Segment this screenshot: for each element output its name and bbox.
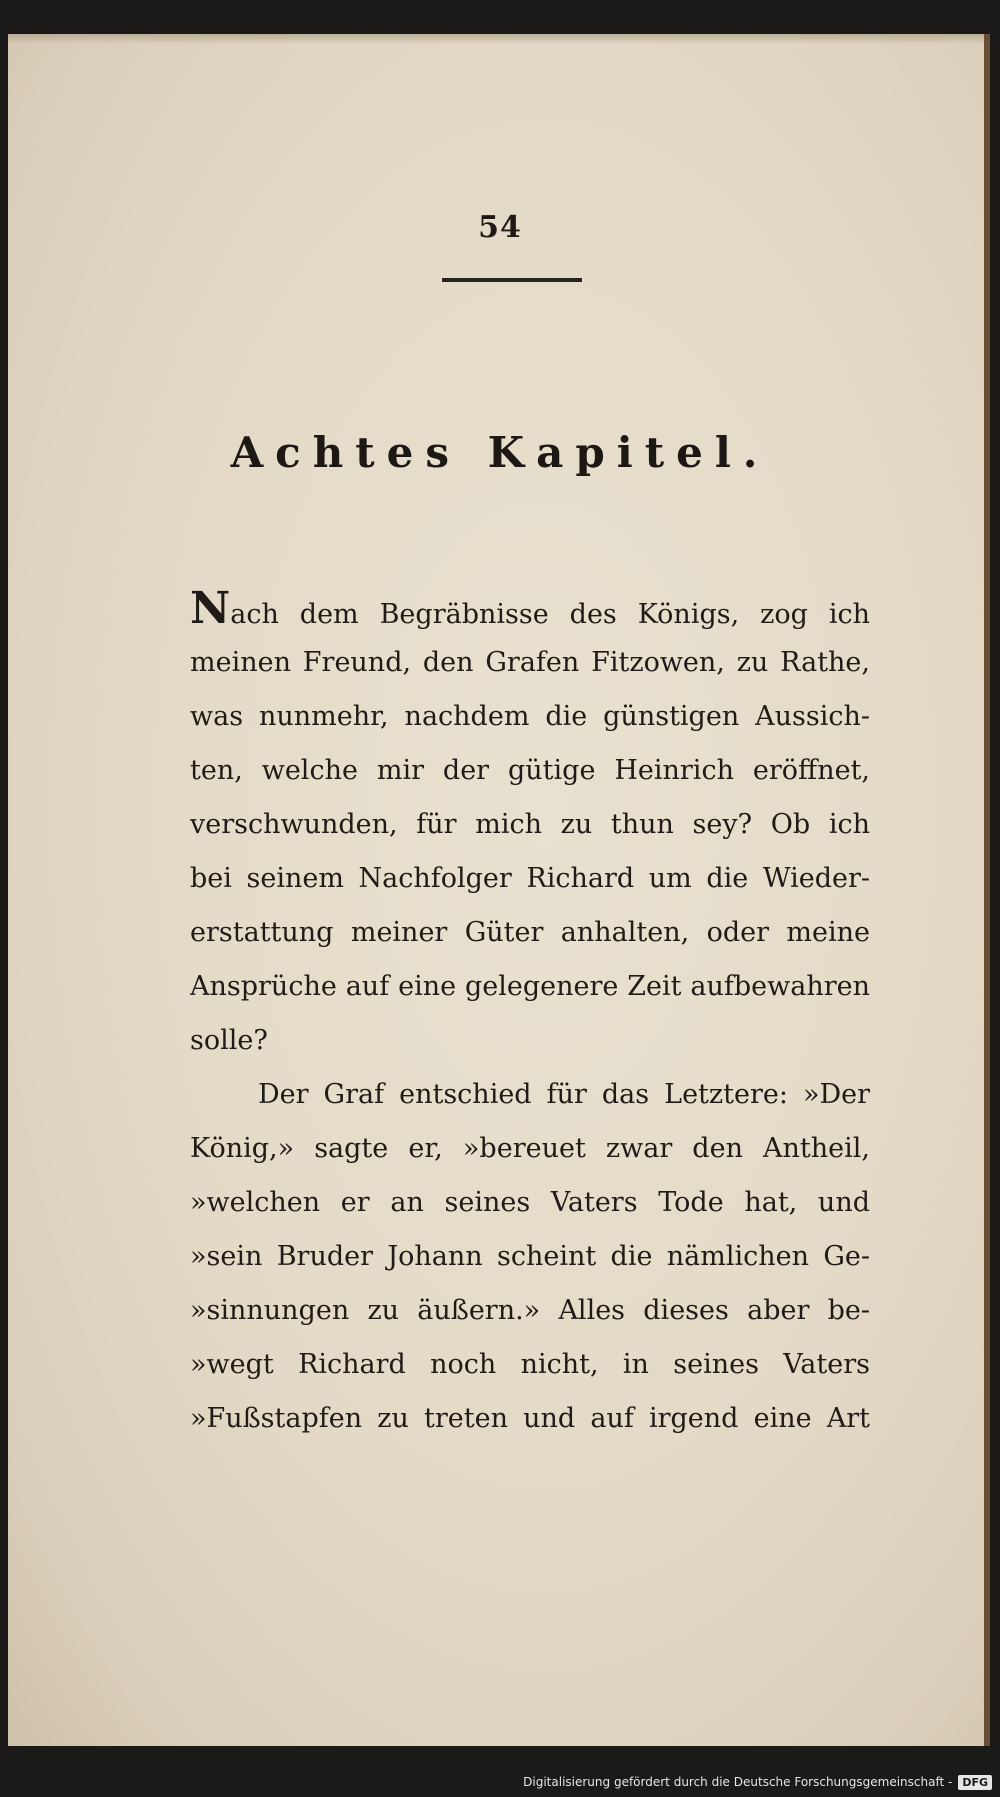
dfg-logo: DFG (958, 1775, 992, 1790)
page-number: 54 (478, 210, 522, 245)
text-line: Ansprüche auf eine gelegenere Zeit aufbewahren (190, 971, 870, 1002)
text-line: »welchen er an seines Vaters Tode hat, und (190, 1187, 870, 1218)
text-line: »Fußstapfen zu treten und auf irgend eine Art (190, 1403, 870, 1434)
text-line: erstattung meiner Güter anhalten, oder meine (190, 917, 870, 948)
credit-text: Digitalisierung gefördert durch die Deutsche Forschungsgemeinschaft - (523, 1775, 953, 1789)
text-line: Der Graf entschied für das Letztere: »Der (258, 1079, 870, 1110)
text-line: Nach dem Begräbnisse des Königs, zog ich (190, 583, 870, 634)
text-line: verschwunden, für mich zu thun sey? Ob ich (190, 809, 870, 840)
body-text (190, 582, 870, 1446)
page-number-rule (442, 278, 582, 282)
text-line: ten, welche mir der gütige Heinrich eröffnet, (190, 755, 870, 786)
page-edge (8, 34, 984, 44)
text-line: solle? (190, 1025, 268, 1056)
digitization-credit (523, 1771, 992, 1793)
text-line: bei seinem Nachfolger Richard um die Wieder- (190, 863, 870, 894)
chapter-title: Achtes Kapitel. (230, 428, 770, 477)
text-line: »sinnungen zu äußern.» Alles dieses aber be- (190, 1295, 870, 1326)
text-line: »wegt Richard noch nicht, in seines Vaters (190, 1349, 870, 1380)
text-line: was nunmehr, nachdem die günstigen Aussich- (190, 701, 870, 732)
text-line: »sein Bruder Johann scheint die nämlichen Ge- (190, 1241, 870, 1272)
text-line: meinen Freund, den Grafen Fitzowen, zu Rathe, (190, 647, 870, 678)
text-line: König,» sagte er, »bereuet zwar den Antheil, (190, 1133, 870, 1164)
